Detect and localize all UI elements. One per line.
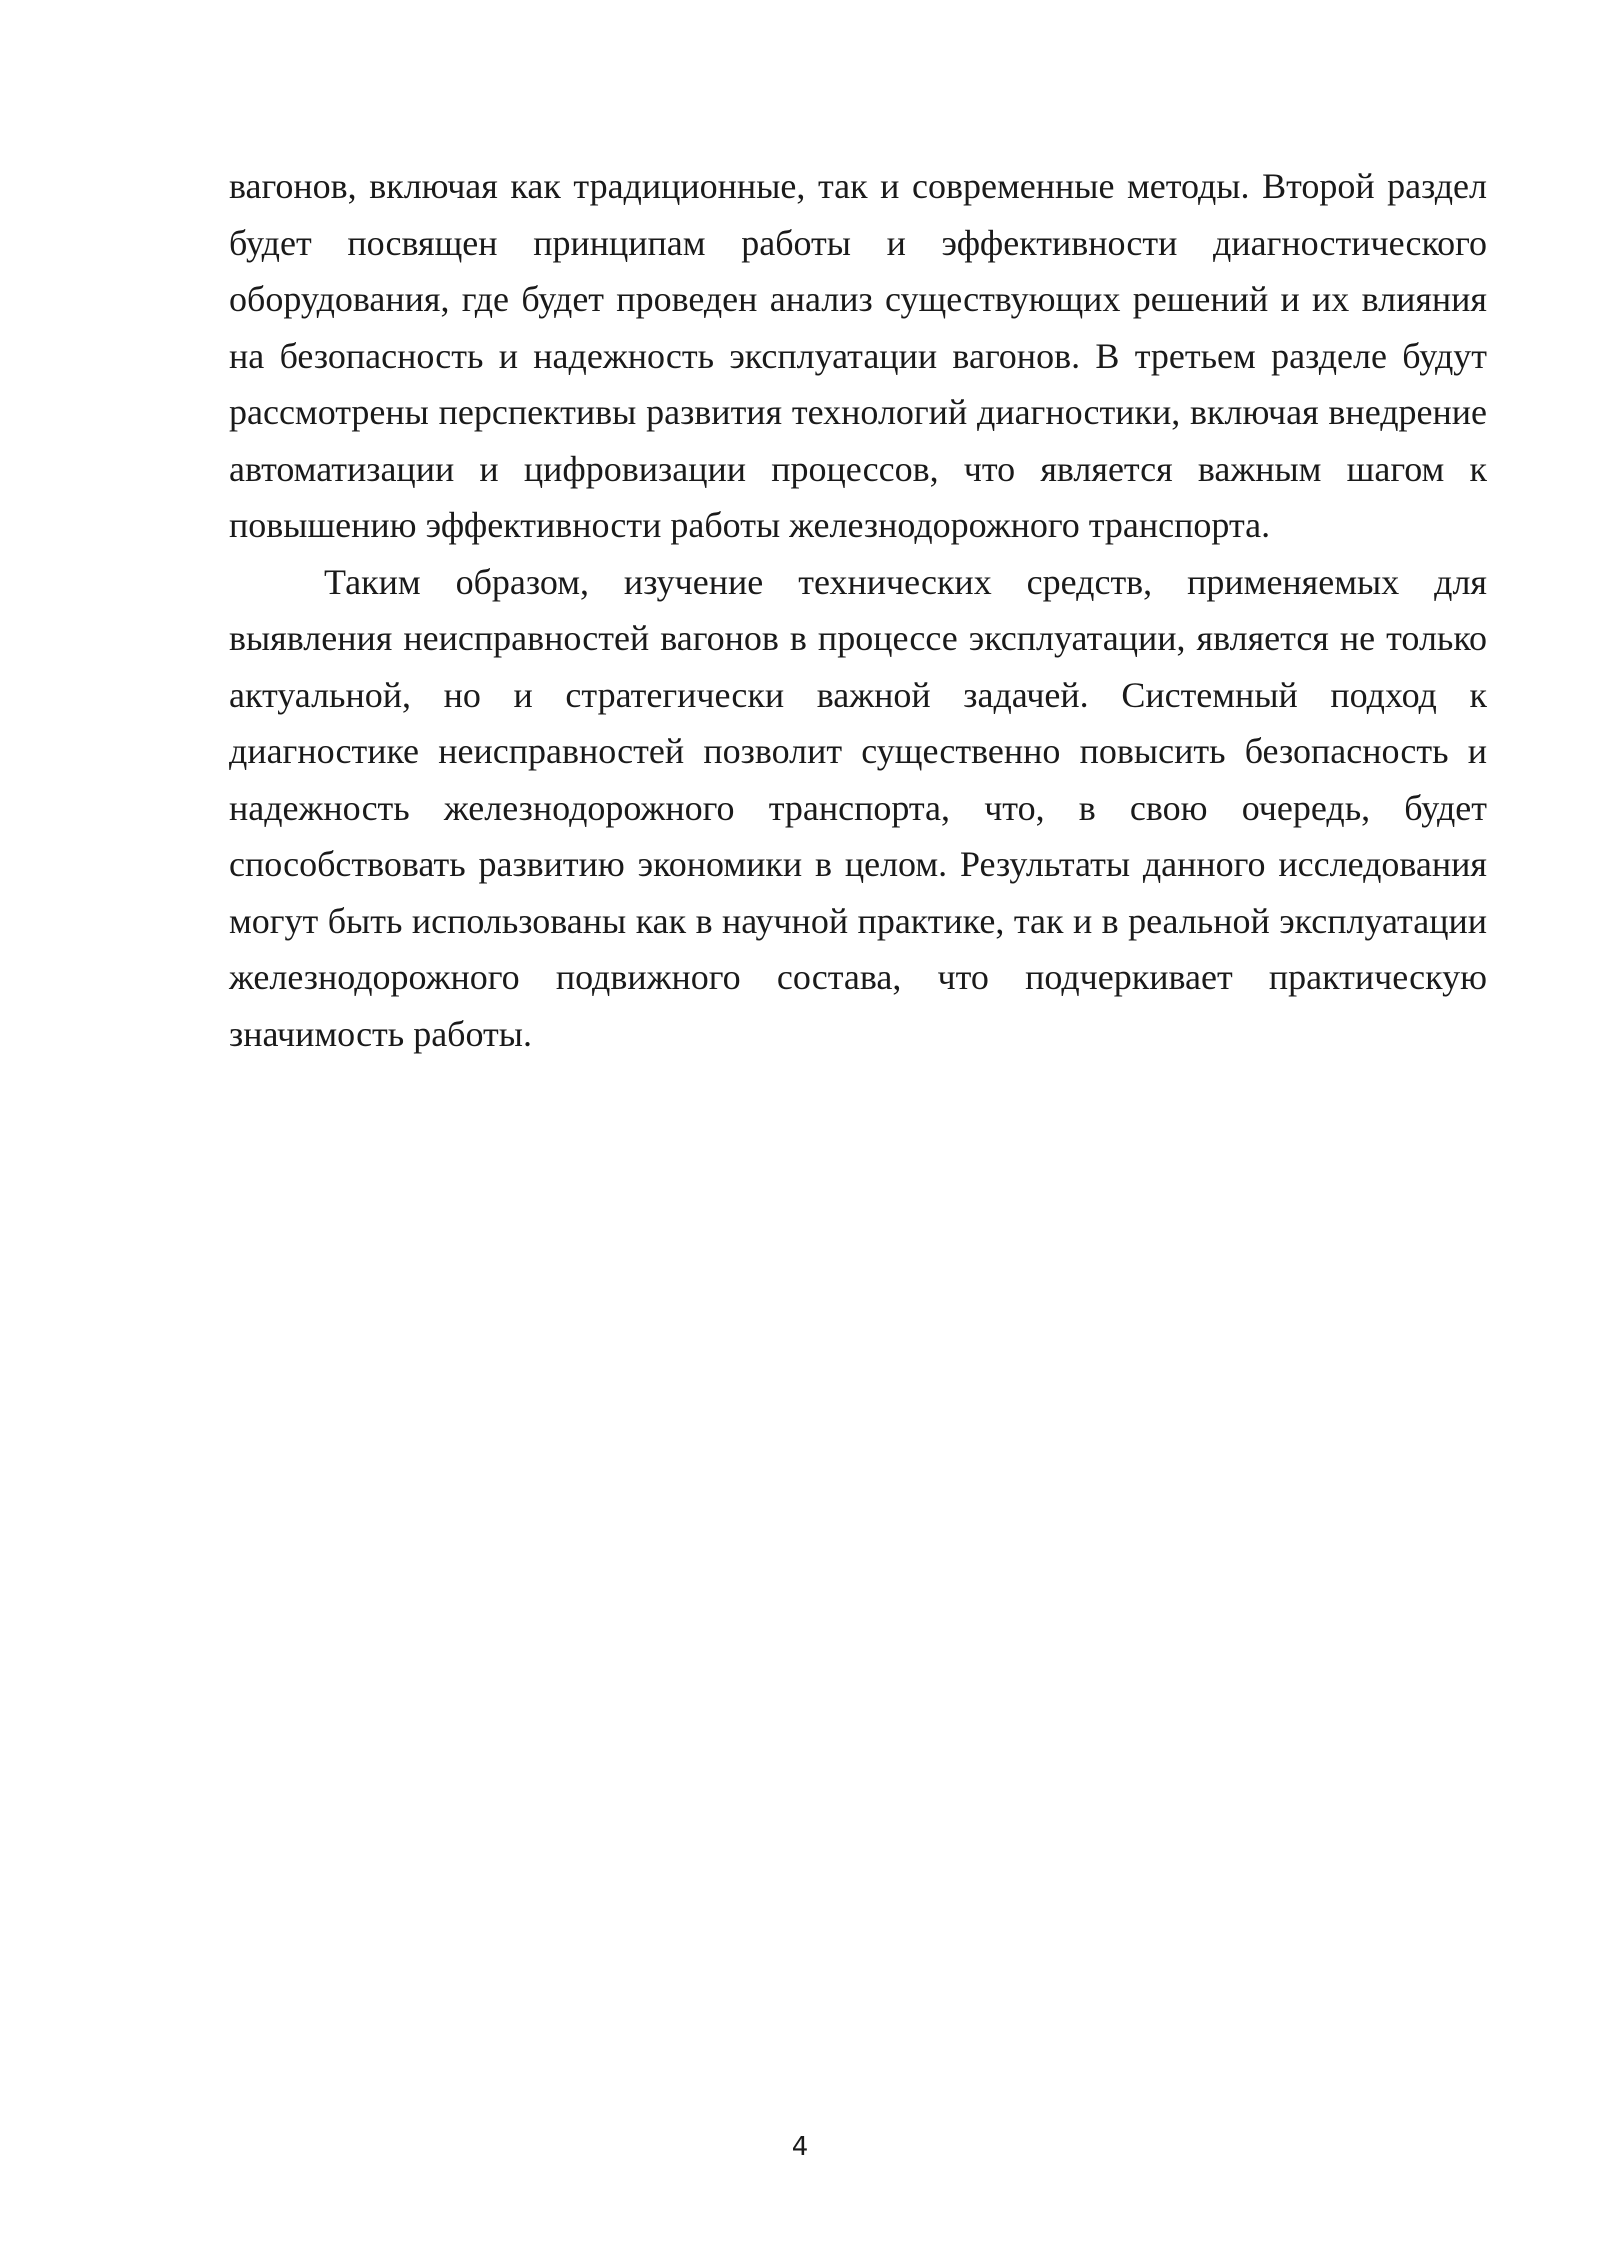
- page-number: 4: [791, 2132, 809, 2162]
- paragraph-continuation: вагонов, включая как традиционные, так и современные методы. Второй раздел будет посвящен принципам работы и эффективности диагностического оборудования, где будет проведен анализ существующих решений и их влияния на безопасность и надежность эксплуатации вагонов. В третьем разделе будут рассмотрены перспективы развития технологий диагностики, включая внедрение автоматизации и цифровизации процессов, что является важным шагом к повышению эффективности работы железнодорожного транспорта.: [229, 166, 1487, 545]
- document-body: [229, 158, 1487, 1062]
- paragraph-conclusion: Таким образом, изучение технических средств, применяемых для выявления неисправностей вагонов в процессе эксплуатации, является не только актуальной, но и стратегически важной задачей. Системный подход к диагностике неисправностей позволит существенно повысить безопасность и надежность железнодорожного транспорта, что, в свою очередь, будет способствовать развитию экономики в целом. Результаты данного исследования могут быть использованы как в научной практике, так и в реальной эксплуатации железнодорожного подвижного состава, что подчеркивает практическую значимость работы.: [229, 561, 1487, 1054]
